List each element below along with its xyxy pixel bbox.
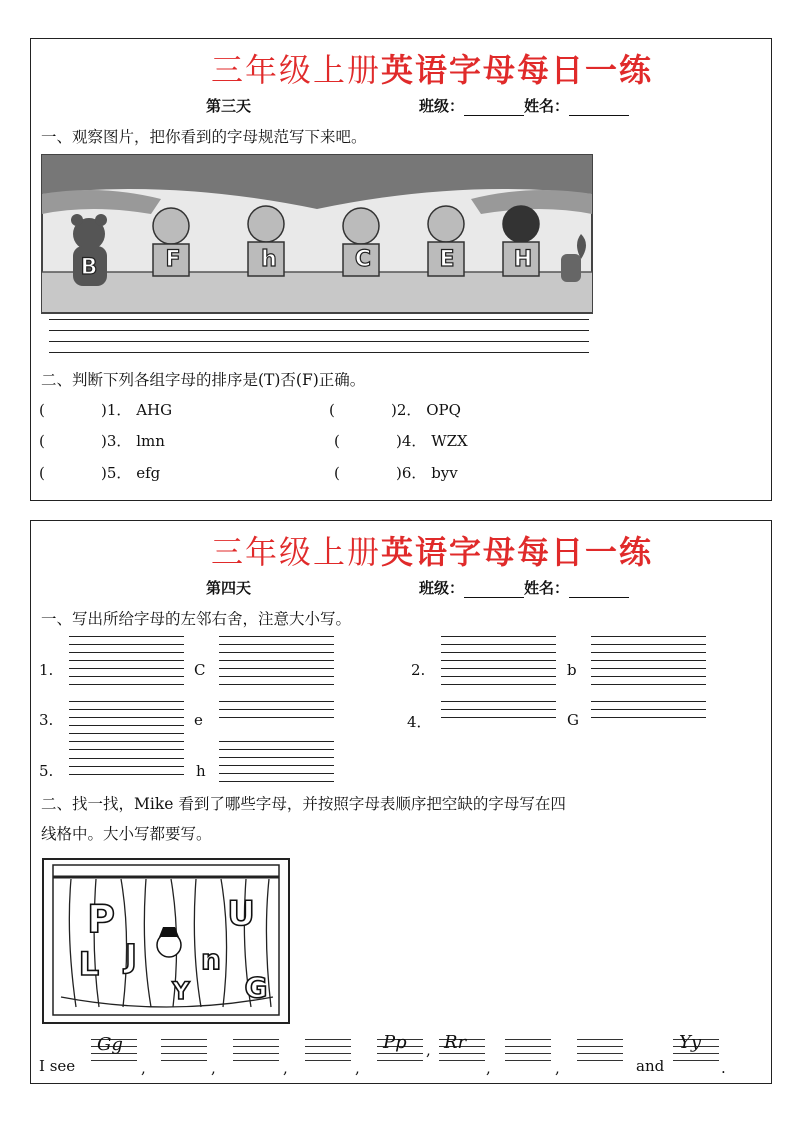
four-line-grid[interactable]	[441, 636, 556, 668]
four-line-grid[interactable]	[441, 668, 556, 692]
item-number: 1.	[39, 661, 54, 679]
four-line-grid[interactable]	[591, 636, 706, 668]
four-line-grid[interactable]	[69, 758, 184, 782]
curtain-illustration	[41, 857, 291, 1025]
letter-blank[interactable]	[161, 1039, 207, 1067]
written-letter: Yy	[679, 1032, 702, 1053]
written-letter: Pp	[383, 1032, 407, 1053]
curtain-letter-l: L	[78, 945, 100, 983]
four-line-grid[interactable]	[69, 701, 184, 757]
writing-line[interactable]	[49, 330, 589, 331]
title-subject: 英语字母每日一练	[381, 533, 654, 571]
and-word: and	[636, 1057, 665, 1075]
worksheet-title	[211, 527, 653, 573]
four-line-grid[interactable]	[219, 668, 334, 692]
image-letter-e: E	[439, 247, 455, 272]
four-line-grid[interactable]	[219, 636, 334, 668]
written-letter: Gg	[97, 1034, 123, 1055]
question-2-line1: 二、找一找，Mike 看到了哪些字母，并按照字母表顺序把空缺的字母写在四	[41, 795, 566, 813]
name-blank[interactable]	[569, 99, 629, 116]
stage-illustration	[41, 154, 593, 314]
letter-blank[interactable]	[577, 1039, 623, 1067]
given-letter: C	[194, 661, 206, 679]
judge-item[interactable]: ( )4． WZX	[334, 432, 468, 450]
four-line-grid[interactable]	[69, 668, 184, 692]
given-letter: e	[194, 711, 203, 729]
judge-item[interactable]: ( )5． efg	[39, 464, 161, 482]
writing-line[interactable]	[49, 341, 589, 342]
four-line-grid[interactable]	[591, 701, 706, 725]
four-line-grid[interactable]	[591, 668, 706, 692]
judge-item[interactable]: ( )6． byv	[334, 464, 458, 482]
item-number: 4．	[407, 713, 432, 731]
judge-item[interactable]: ( )3． lmn	[39, 432, 165, 450]
judge-item[interactable]: ( )1． AHG	[39, 401, 173, 419]
name-blank[interactable]	[569, 581, 629, 598]
image-letter-h: h	[261, 247, 277, 272]
four-line-grid[interactable]	[219, 701, 334, 725]
worksheet-day-4: 三年级上册英语字母每日一练 第四天 班级： 姓名： 一、写出所给字母的左邻右舍，注意大小写。 1. C 2. b 3. e 4． G 5. h 二、找一找，Mike 看到了哪些字母，并按照字母表顺序把空缺的字母写在四 线格中。大小写都要写。 P U L J n G Y I see Gg , , , , Pp , Rr , , and Yy .	[30, 520, 772, 1084]
class-field: 班级： 姓名：	[419, 577, 629, 598]
item-number: 2.	[411, 661, 426, 679]
four-line-grid[interactable]	[219, 741, 334, 789]
given-letter: b	[567, 661, 577, 679]
curtain-letter-y: Y	[172, 977, 190, 1005]
question-2-line2: 线格中。大小写都要写。	[41, 825, 212, 843]
question-1: 一、观察图片，把你看到的字母规范写下来吧。	[41, 128, 367, 146]
title-grade: 三年级上册	[211, 533, 382, 571]
writing-line[interactable]	[49, 319, 589, 320]
given-letter: h	[196, 762, 206, 780]
image-letter-f: F	[165, 247, 181, 272]
class-field: 班级： 姓名：	[419, 95, 629, 116]
four-line-grid[interactable]	[441, 701, 556, 725]
title-grade: 三年级上册	[211, 51, 382, 89]
day-label: 第四天	[206, 579, 252, 597]
item-number: 5.	[39, 762, 54, 780]
class-blank[interactable]	[464, 581, 524, 598]
four-line-grid[interactable]	[69, 636, 184, 668]
day-label: 第三天	[206, 97, 252, 115]
curtain-letter-u: U	[227, 894, 255, 934]
worksheet-day-3	[30, 38, 772, 501]
sentence-start: I see	[39, 1057, 76, 1075]
judge-item[interactable]: ( )2． OPQ	[329, 401, 461, 419]
image-letter-c: C	[354, 247, 372, 272]
letter-blank[interactable]	[505, 1039, 551, 1067]
curtain-letter-j: J	[125, 937, 137, 975]
writing-line[interactable]	[49, 352, 589, 353]
worksheet-title	[211, 45, 653, 91]
item-number: 3.	[39, 711, 54, 729]
image-letter-h2: H	[513, 247, 533, 272]
curtain-letter-n: n	[201, 943, 221, 976]
curtain-letter-p: P	[87, 897, 115, 941]
written-letter: Rr	[444, 1032, 467, 1053]
letter-blank[interactable]	[233, 1039, 279, 1067]
given-letter: G	[567, 711, 579, 729]
letter-blank[interactable]	[305, 1039, 351, 1067]
title-subject: 英语字母每日一练	[381, 51, 654, 89]
image-letter-b: B	[80, 255, 98, 280]
question-1: 一、写出所给字母的左邻右舍，注意大小写。	[41, 610, 352, 628]
curtain-letter-g: G	[244, 971, 268, 1004]
class-blank[interactable]	[464, 99, 524, 116]
question-2: 二、判断下列各组字母的排序是(T)否(F)正确。	[41, 371, 366, 389]
